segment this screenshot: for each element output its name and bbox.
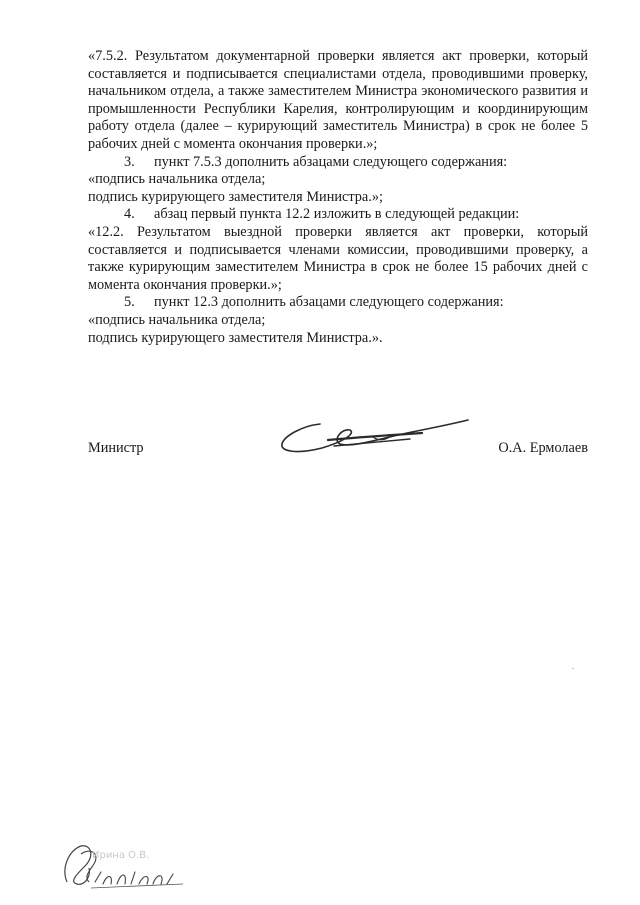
addition-line-3: «подпись начальника отдела; xyxy=(88,311,266,328)
paragraph-12-2: «12.2. Результатом выездной проверки является акт проверки, который составляется и подписывается членами комиссии, проводившими проверку, а также курирующим заместителем Министра в срок не более 15 рабочих дней с момента окончания проверки.»; xyxy=(88,223,588,293)
paragraph-7-5-2: «7.5.2. Результатом документарной проверки является акт проверки, который составляется и подписывается специалистами отдела, проводившими проверку, начальником отдела, а также заместителем Министра экономического развития и промышленности Республики Карелия, контролирующим и координирующим работу отдела (далее – курирующий заместитель Министра) в срок не более 5 рабочих дней с момента окончания проверки.»; xyxy=(88,48,588,152)
signatory-title: Министр xyxy=(88,440,144,456)
addition-line-4: подпись курирующего заместителя Министра.». xyxy=(88,329,383,346)
handwritten-signature xyxy=(272,410,472,466)
item-4-intro: 4. абзац первый пункта 12.2 изложить в следующей редакции: xyxy=(124,206,520,223)
item-number-5: 5. xyxy=(124,294,135,311)
approval-handwriting xyxy=(55,838,195,894)
item-number-3: 3. xyxy=(124,153,135,170)
signatory-name: О.А. Ермолаев xyxy=(498,440,588,456)
item-3-intro: 3. пункт 7.5.3 дополнить абзацами следующего содержания: xyxy=(124,153,508,170)
item-number-4: 4. xyxy=(124,206,135,223)
document-body xyxy=(88,48,588,347)
scan-speck xyxy=(572,668,574,669)
approval-stamp-text: Ирина О.В. xyxy=(92,850,150,861)
item-5-intro: 5. пункт 12.3 дополнить абзацами следующего содержания: xyxy=(124,294,504,311)
addition-line-1: «подпись начальника отдела; xyxy=(88,171,266,188)
addition-line-2: подпись курирующего заместителя Министра.»; xyxy=(88,188,383,205)
